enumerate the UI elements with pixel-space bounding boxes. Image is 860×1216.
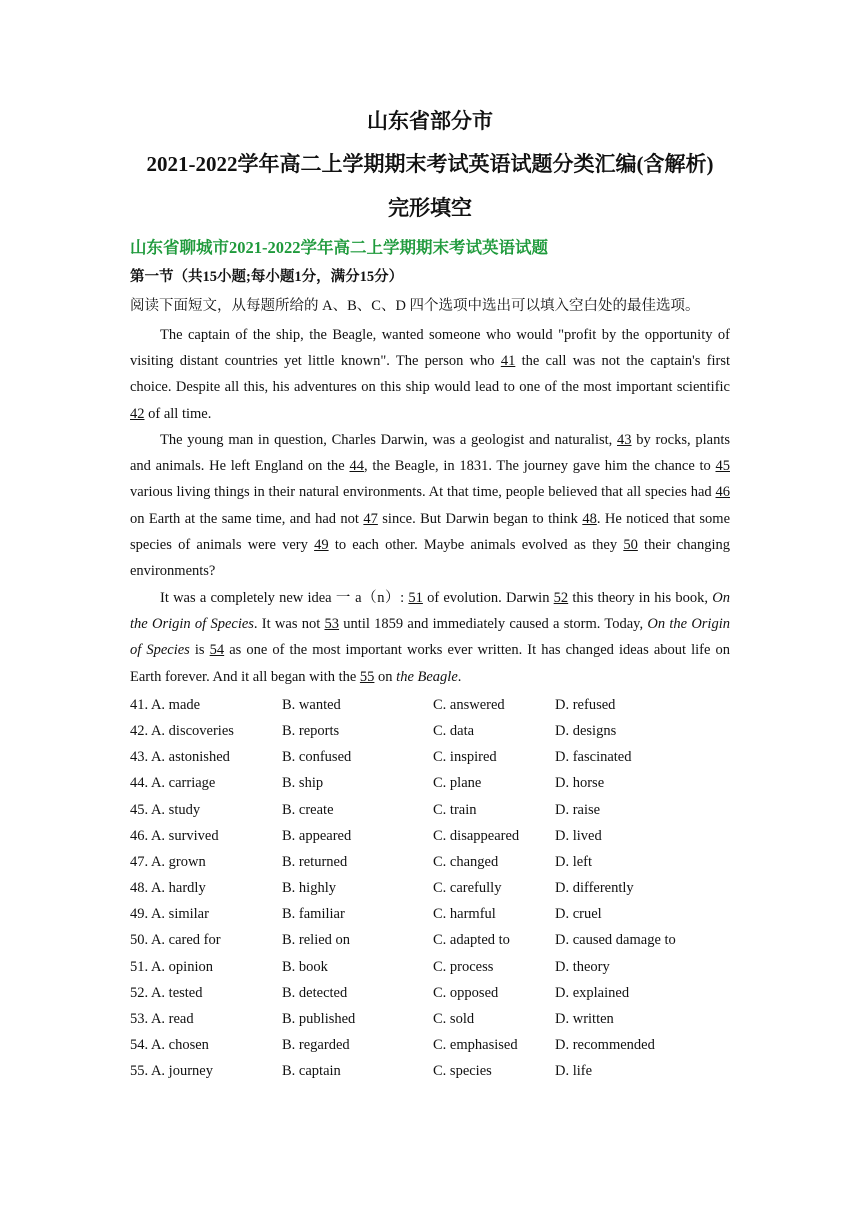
option-d: D. horse <box>555 775 605 792</box>
option-a: 52. A. tested <box>130 984 203 1001</box>
option-d: D. recommended <box>555 1036 655 1053</box>
option-a: 51. A. opinion <box>130 958 213 975</box>
blank-55: 55 <box>359 668 375 685</box>
option-a: 49. A. similar <box>130 906 209 923</box>
option-a: 44. A. carriage <box>130 775 216 792</box>
option-b: B. create <box>282 801 334 818</box>
passage-paragraph-1 <box>130 322 730 427</box>
option-a: 45. A. study <box>130 801 201 818</box>
blank-50: 50 <box>623 536 638 553</box>
option-a: 41. A. made <box>130 697 201 713</box>
question-row <box>130 959 750 985</box>
passage-text: various living things in their natural environments. At that time, people believed that all species had <box>130 484 716 501</box>
option-a: 53. A. read <box>130 1010 194 1027</box>
passage-paragraph-2 <box>130 427 730 584</box>
blank-45: 45 <box>715 458 730 475</box>
question-row <box>130 1011 750 1037</box>
question-row <box>130 723 750 749</box>
passage-text: of all time. <box>144 405 212 422</box>
option-a: 48. A. hardly <box>130 880 206 897</box>
question-row <box>130 802 750 828</box>
option-b: B. regarded <box>282 1036 350 1053</box>
source-exam-title: 山东省聊城市2021-2022学年高二上学期期末考试英语试题 <box>130 238 548 257</box>
option-d: D. fascinated <box>555 749 632 766</box>
passage-text: is <box>189 642 210 659</box>
passage-text: until 1859 and immediately caused a storm. Today, <box>339 616 648 633</box>
book-title: On the Origin of Species <box>130 590 730 633</box>
option-d: D. written <box>555 1010 614 1027</box>
option-b: B. published <box>282 1010 356 1027</box>
option-d: D. differently <box>555 880 634 897</box>
blank-41: 41 <box>500 353 516 370</box>
option-b: B. appeared <box>282 827 352 844</box>
option-c: C. disappeared <box>433 827 520 844</box>
option-a: 42. A. discoveries <box>130 723 234 740</box>
option-b: B. ship <box>282 775 324 792</box>
blank-54: 54 <box>209 642 225 659</box>
question-row <box>130 828 750 854</box>
option-b: B. highly <box>282 880 336 897</box>
document-title-region: 山东省部分市 <box>367 109 493 133</box>
passage-text: . <box>457 668 462 685</box>
option-b: B. familiar <box>282 906 345 923</box>
passage-text: . It was not <box>253 616 325 633</box>
blank-51: 51 <box>408 590 423 606</box>
option-a: 47. A. grown <box>130 853 206 870</box>
blank-53: 53 <box>324 616 340 633</box>
blank-48: 48 <box>582 510 597 527</box>
option-c: C. carefully <box>433 880 502 897</box>
passage-paragraph-3 <box>130 585 730 690</box>
question-row <box>130 985 750 1011</box>
blank-44: 44 <box>349 458 364 475</box>
blank-42: 42 <box>130 405 145 422</box>
option-d: D. lived <box>555 827 602 844</box>
ship-name: the Beagle <box>396 668 458 685</box>
option-c: C. species <box>433 1063 492 1080</box>
option-a: 46. A. survived <box>130 827 219 844</box>
option-b: B. confused <box>282 749 352 766</box>
passage-text: The captain of the ship, the Beagle, wanted someone who would "profit by the opportunity of visiting distant countries yet little known". The person who <box>130 327 730 370</box>
option-b: B. detected <box>282 984 348 1001</box>
document-title-section: 完形填空 <box>388 196 472 220</box>
option-c: C. plane <box>433 775 482 792</box>
option-b: B. wanted <box>282 697 341 713</box>
option-c: C. emphasised <box>433 1036 518 1053</box>
option-c: C. changed <box>433 853 499 870</box>
question-row <box>130 697 750 723</box>
question-row <box>130 880 750 906</box>
option-b: B. captain <box>282 1063 341 1080</box>
option-d: D. left <box>555 853 593 870</box>
document-title-main: 2021-2022学年高二上学期期末考试英语试题分类汇编(含解析) <box>146 152 714 176</box>
option-c: C. data <box>433 723 475 740</box>
passage-text: on Earth at the same time, and had not <box>130 510 364 527</box>
passage-text: on <box>374 668 397 685</box>
option-b: B. returned <box>282 853 348 870</box>
option-d: D. theory <box>555 958 610 975</box>
question-row <box>130 749 750 775</box>
question-row <box>130 854 750 880</box>
option-b: B. book <box>282 958 328 975</box>
instructions: 阅读下面短文，从每题所给的 A、B、C、D 四个选项中选出可以填入空白处的最佳选项。 <box>130 298 700 314</box>
option-a: 54. A. chosen <box>130 1036 209 1053</box>
passage-text: their changing environments? <box>130 536 730 580</box>
option-b: B. relied on <box>282 932 351 949</box>
section-heading: 第一节（共15小题;每小题1分，满分15分） <box>130 269 404 285</box>
option-d: D. refused <box>555 697 616 713</box>
blank-52: 52 <box>553 590 569 606</box>
passage-text: of evolution. Darwin <box>422 590 554 606</box>
option-c: C. inspired <box>433 749 497 766</box>
blank-46: 46 <box>715 484 730 501</box>
passage-text: as one of the most important works ever written. It has changed ideas about life on Earth forever. And it all began with the <box>130 642 730 685</box>
question-row <box>130 932 750 958</box>
option-d: D. caused damage to <box>555 932 676 949</box>
option-c: C. process <box>433 958 494 975</box>
question-row <box>130 1063 750 1089</box>
option-c: C. harmful <box>433 906 496 923</box>
option-d: D. designs <box>555 723 617 740</box>
book-title: On the Origin of Species <box>130 616 730 659</box>
passage-text: by rocks, plants and animals. He left England on the <box>130 432 730 475</box>
option-c: C. train <box>433 801 477 818</box>
blank-43: 43 <box>617 432 632 448</box>
option-d: D. raise <box>555 801 601 818</box>
passage-text: It was a completely new idea 一 a（n）: <box>160 590 409 606</box>
option-a: 43. A. astonished <box>130 749 230 766</box>
option-a: 55. A. journey <box>130 1063 213 1080</box>
option-b: B. reports <box>282 723 340 740</box>
blank-47: 47 <box>363 510 378 527</box>
option-c: C. sold <box>433 1010 475 1027</box>
passage-text: this theory in his book, <box>568 590 713 606</box>
passage-text: the call was not the captain's first choice. Despite all this, his adventures on this ship would lead to one of the most important scientific <box>130 353 730 396</box>
option-c: C. opposed <box>433 984 499 1001</box>
passage-text: , the Beagle, in 1831. The journey gave him the chance to <box>363 458 716 475</box>
passage-text: to each other. Maybe animals evolved as they <box>328 536 624 553</box>
question-row <box>130 906 750 932</box>
blank-49: 49 <box>314 536 329 553</box>
passage-text: The young man in question, Charles Darwin, was a geologist and naturalist, <box>160 432 618 448</box>
option-d: D. explained <box>555 984 630 1001</box>
passage-text: since. But Darwin began to think <box>377 510 583 527</box>
option-d: D. cruel <box>555 906 602 923</box>
question-row <box>130 775 750 801</box>
option-d: D. life <box>555 1063 593 1080</box>
question-row <box>130 1037 750 1063</box>
option-c: C. adapted to <box>433 932 510 949</box>
passage-text: . He noticed that some species of animals were very <box>130 510 731 553</box>
option-a: 50. A. cared for <box>130 932 221 949</box>
option-c: C. answered <box>433 697 505 713</box>
